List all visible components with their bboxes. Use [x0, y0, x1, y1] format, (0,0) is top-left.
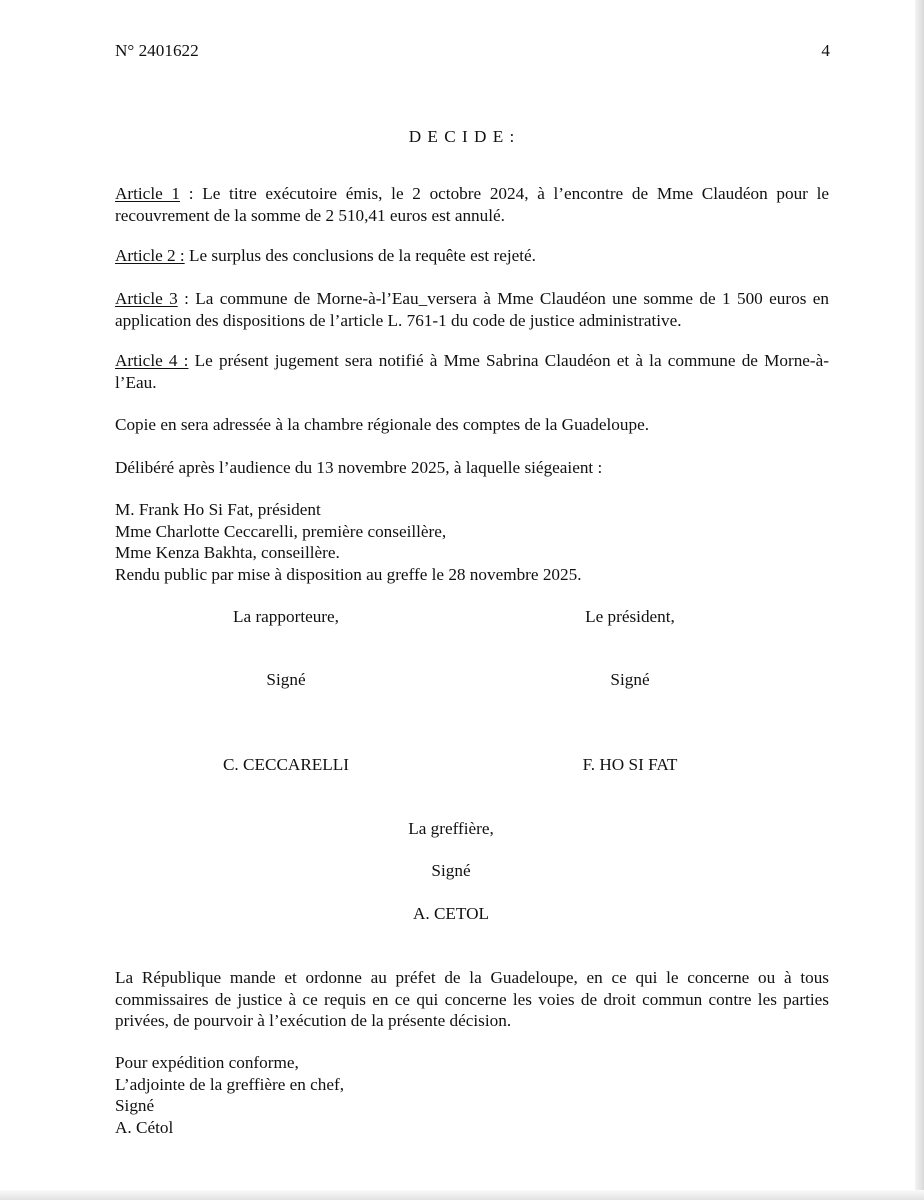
expedition-line: Pour expédition conforme, [115, 1053, 299, 1072]
greffiere-signed: Signé [431, 861, 471, 880]
president-role: Le président, [585, 607, 675, 626]
member-line: M. Frank Ho Si Fat, président [115, 500, 321, 519]
expedition-block [115, 1052, 829, 1138]
deliberation: Délibéré après l’audience du 13 novembre 2025, à laquelle siégeaient : [115, 458, 603, 477]
article-4-text: Le présent jugement sera notifié à Mme Sabrina Claudéon et à la commune de Morne-à-l’Eau. [115, 351, 830, 392]
page-edge-shadow [915, 0, 924, 1200]
article-2-label: Article 2 : [115, 246, 185, 265]
president-signed: Signé [610, 670, 650, 689]
article-4 [115, 350, 829, 393]
article-2-text: Le surplus des conclusions de la requête est rejeté. [188, 246, 536, 265]
greffiere-role: La greffière, [408, 819, 494, 838]
rapporteure-signed: Signé [266, 670, 306, 689]
article-3-label: Article 3 [115, 289, 178, 308]
rapporteure-name: C. CECCARELLI [222, 755, 350, 774]
article-1-label: Article 1 [115, 184, 181, 203]
greffiere-name: A. CETOL [412, 904, 490, 923]
president-name: F. HO SI FAT [582, 755, 678, 774]
copy-note: Copie en sera adressée à la chambre régionale des comptes de la Guadeloupe. [115, 415, 650, 434]
page-number: 4 [821, 41, 830, 60]
article-4-label: Article 4 : [115, 351, 189, 370]
rapporteure-role: La rapporteure, [233, 607, 339, 626]
public-release-line: Rendu public par mise à disposition au greffe le 28 novembre 2025. [115, 564, 582, 584]
members-list [115, 499, 829, 585]
article-1-text: Le titre exécutoire émis, le 2 octobre 2024, à l’encontre de Mme Claudéon pour le recouvrement de la somme de 2 510,41 euros est annulé. [115, 184, 829, 225]
member-line: Mme Charlotte Ceccarelli, première conseillère, [115, 521, 447, 541]
article-3: Article 3 : La commune de Morne-à-l’Eau_versera à Mme Claudéon une somme de 1 500 euros en application des dispositions de l’article L. 761-1 du code de justice administrative. [115, 289, 829, 330]
execution-mandate: La République mande et ordonne au préfet de la Guadeloupe, en ce qui le concerne ou à tous commissaires de justice à ce requis en ce qui concerne les voies de droit commun contre les parties privées, de pourvoir à l’exécution de la présente décision. [115, 968, 829, 1030]
case-number: N° 2401622 [115, 41, 199, 60]
expedition-line: L’adjointe de la greffière en chef, [115, 1074, 345, 1094]
article-2 [115, 245, 829, 267]
member-line: Mme Kenza Bakhta, conseillère. [115, 543, 340, 562]
expedition-line: Signé [115, 1096, 155, 1115]
decide-heading: D E C I D E : [408, 127, 516, 146]
expedition-line: A. Cétol [115, 1117, 174, 1137]
page-bottom-shadow [0, 1190, 924, 1200]
article-3-text: La commune de Morne-à-l’Eau_versera à Mme Claudéon une somme de 1 500 euros en application des dispositions de l’article L. 761-1 du code de justice administrative. [115, 289, 829, 330]
article-1: Article 1 : Le titre exécutoire émis, le 2 octobre 2024, à l’encontre de Mme Claudéon pour le recouvrement de la somme de 2 510,41 euros est annulé. [115, 184, 829, 225]
